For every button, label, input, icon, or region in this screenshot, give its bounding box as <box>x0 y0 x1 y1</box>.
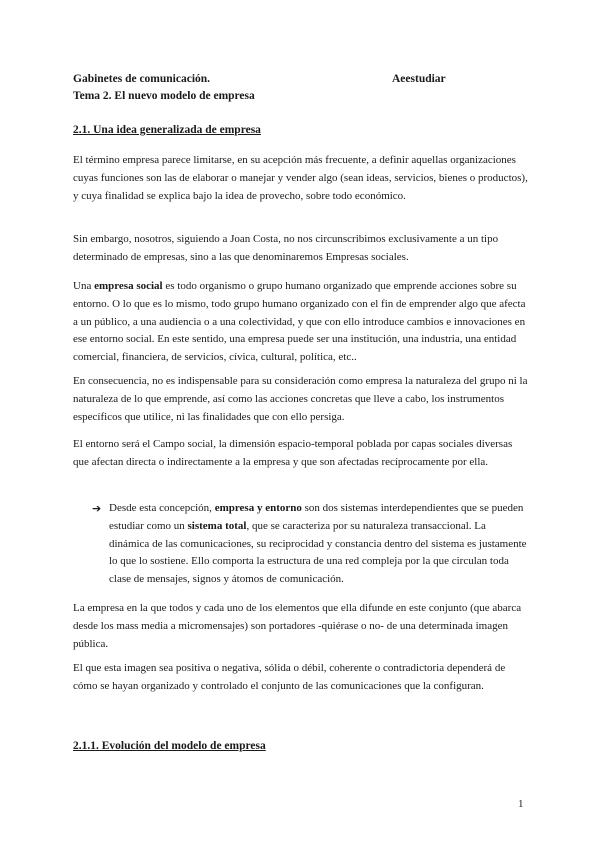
bullet-bold-1: empresa y entorno <box>214 502 302 514</box>
course-title: Gabinetes de comunicación. <box>73 73 211 85</box>
paragraph-6: La empresa en la que todos y cada uno de los elementos que ella difunde en este conjunto (que abarca desde los mass media a micromensajes) son portadores -quiérase o no- de una determinada imagen pública. <box>73 602 522 650</box>
paragraph-2: Sin embargo, nosotros, siguiendo a Joan Costa, no nos circunscribimos exclusivamente a un tipo determinado de empresas, sino a las que denominaremos Empresas sociales. <box>73 233 499 263</box>
bullet-mid: son dos sistemas interdependientes que se pueden estudiar como un <box>109 502 524 532</box>
paragraph-5: El entorno será el Campo social, la dimensión espacio-temporal poblada por capas sociales diversas que afectan directa o indirectamente a la empresa y que son afectadas recíprocamente por ella. <box>73 438 513 468</box>
bullet-text <box>109 500 528 589</box>
bullet-post: , que se caracteriza por su naturaleza transaccional. La dinámica de las comunicaciones, su reciprocidad y constancia dentro del sistema es justamente lo que lo sostiene. Ello comporta la estructura de una red compleja por la que circulan toda clase de mensajes, signos y átomos de comunicación. <box>109 519 527 586</box>
p3-pre: Una <box>73 280 95 292</box>
bullet-bold-2: sistema total <box>187 519 247 532</box>
p3-bold: empresa social <box>94 280 163 292</box>
paragraph-7: El que esta imagen sea positiva o negativa, sólida o débil, coherente o contradictoria dependerá de cómo se hayan organizado y controlado el conjunto de las comunicaciones que la configuran. <box>73 662 506 692</box>
source-label: Aeestudiar <box>392 73 446 85</box>
p3-post: es todo organismo o grupo humano organizado que emprende acciones sobre su entorno. O lo que es lo mismo, todo grupo humano organizado con el fin de emprender algo que afecta a un público, a una audiencia o a una colectividad, y que con ello introduce cambios e innovaciones en ese entorno social. En este sentido, una empresa puede ser una institución, una industria, una entidad comercial, financiera, de servicios, cívica, cultural, política, etc.. <box>73 280 526 364</box>
page-number: 1 <box>518 798 524 810</box>
topic-title: Tema 2. El nuevo modelo de empresa <box>73 90 255 102</box>
arrow-icon: ➔ <box>92 502 102 515</box>
paragraph-3 <box>73 278 528 367</box>
bullet-pre: Desde esta concepción, <box>109 502 215 514</box>
section-heading: 2.1. Una idea generalizada de empresa <box>73 124 261 136</box>
bullet-item <box>92 500 528 589</box>
paragraph-4: En consecuencia, no es indispensable para su consideración como empresa la naturaleza del grupo ni la naturaleza de lo que emprende, así como las acciones concretas que lleve a cabo, los instrumentos específicos que utilice, ni las finalidades que con ello persiga. <box>73 375 528 423</box>
paragraph-1: El término empresa parece limitarse, en su acepción más frecuente, a definir aquellas organizaciones cuyas funciones son las de elaborar o manejar y vender algo (sean ideas, servicios, bienes o productos), y cuya finalidad se explica bajo la idea de provecho, sobre todo económico. <box>73 154 528 202</box>
subsection-heading: 2.1.1. Evolución del modelo de empresa <box>73 740 266 752</box>
